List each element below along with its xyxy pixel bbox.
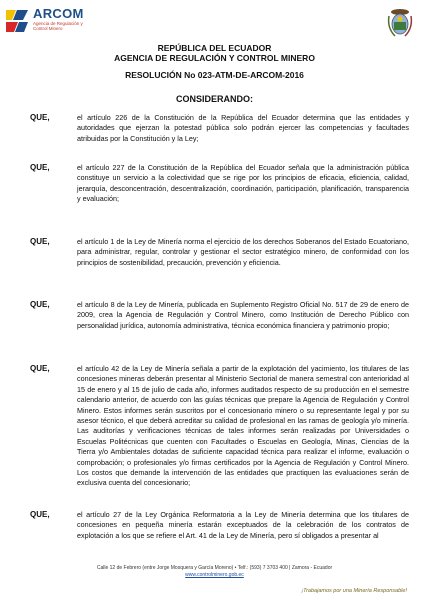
country-heading: REPÚBLICA DEL ECUADOR xyxy=(157,43,272,53)
considerando-heading: CONSIDERANDO: xyxy=(175,94,253,104)
paragraph-3: el artículo 1 de la Ley de Minería norma el ejercicio de los derechos Soberanos del Estado Ecuatoriano, para administrar, regular, controlar y gestionar el sector estratégico minero, de conformidad con los principios de sostenibilidad, precaución, prevención y eficiencia. xyxy=(77,237,409,267)
que-label: QUE, xyxy=(30,113,50,122)
arcom-logo xyxy=(6,6,146,38)
footer-address: Calle 12 de Febrero (entre Jorge Mosquera y García Moreno) • Telf.: (593) 7 3703 400 | Zamora - Ecuador xyxy=(96,565,333,571)
paragraph-2: el artículo 227 de la Constitución de la República del Ecuador señala que la administración pública constituye un servicio a la colectividad que se rige por los principios de eficacia, eficiencia, calidad, jerarquía, desconcentración, descentralización, coordinación, participación, planificación, transparencia y evaluación; xyxy=(77,163,409,204)
paragraph-4: el artículo 8 de la Ley de Minería, publicada en Suplemento Registro Oficial No. 517 de 29 de enero de 2009, crea la Agencia de Regulación y Control Minero, como Institución de Derecho Público con personalidad jurídica, autonomía administrativa, técnica económica financiera y patrimonio propio; xyxy=(77,300,409,330)
que-label: QUE, xyxy=(30,163,50,172)
logo-subtitle: Agencia de Regulación y Control Minero xyxy=(33,21,83,31)
footer-slogan: ¡Trabajamos por una Minería Responsable! xyxy=(301,588,407,594)
paragraph-5: el artículo 42 de la Ley de Minería señala a partir de la explotación del yacimiento, los titulares de las concesiones mineras deberán presentar al Ministerio Sectorial de manera semestral con anterioridad al 15 de enero y al 15 de julio de cada año, informes auditados respecto de su producción en el semestre calendario anterior, de acuerdo con las guías técnicas que prepare la Agencia de Regulación y Control Minero. Estos informes serán suscritos por el concesionario minero o su representante legal y por su asesor técnico, el que deberá acreditar su calidad de profesional en las ramas de geología y/o minería. Las auditorías y verificaciones técnicas de tales informes serán realizadas por Universidades o Escuelas Politécnicas que cuenten con Facultades o Escuelas en Geología, Minas, Ciencias de la Tierra y/o Ambientales dotadas de suficiente capacidad técnica para realizar el informe, evaluación o comprobación; o profesionales y/o firmas certificados por la Agencia de Regulación y Control Minero. Los costos que demande la intervención de las entidades que practiquen las evaluaciones serán de exclusiva cuenta del concesionario; xyxy=(77,364,409,488)
que-label: QUE, xyxy=(30,237,50,246)
paragraph-6: el artículo 27 de la Ley Orgánica Reformatoria a la Ley de Minería determina que los titulares de concesiones en pequeña minería estarán exceptuados de la celebración de los contratos de explotación a los que se refiere el Art. 41 de la Ley de Minería, pero sí obligados a presentar al xyxy=(77,510,409,540)
que-label: QUE, xyxy=(30,510,50,519)
logo-name: ARCOM xyxy=(33,6,84,21)
footer-website-link[interactable]: www.controlminero.gob.ec xyxy=(185,572,244,578)
que-label: QUE, xyxy=(30,364,50,373)
paragraph-1: el artículo 226 de la Constitución de la República del Ecuador determina que las entidades y autoridades que ejerzan la potestad pública solo podrán ejercer las competencias y facultades atribuidas por la Constitución y la Ley; xyxy=(77,113,409,143)
agency-heading: AGENCIA DE REGULACIÓN Y CONTROL MINERO xyxy=(114,53,315,63)
ecuador-coat-of-arms-icon xyxy=(383,6,417,40)
arcom-logo-icon xyxy=(6,8,30,34)
que-label: QUE, xyxy=(30,300,50,309)
resolution-number: RESOLUCIÓN No 023-ATM-DE-ARCOM-2016 xyxy=(125,70,304,80)
